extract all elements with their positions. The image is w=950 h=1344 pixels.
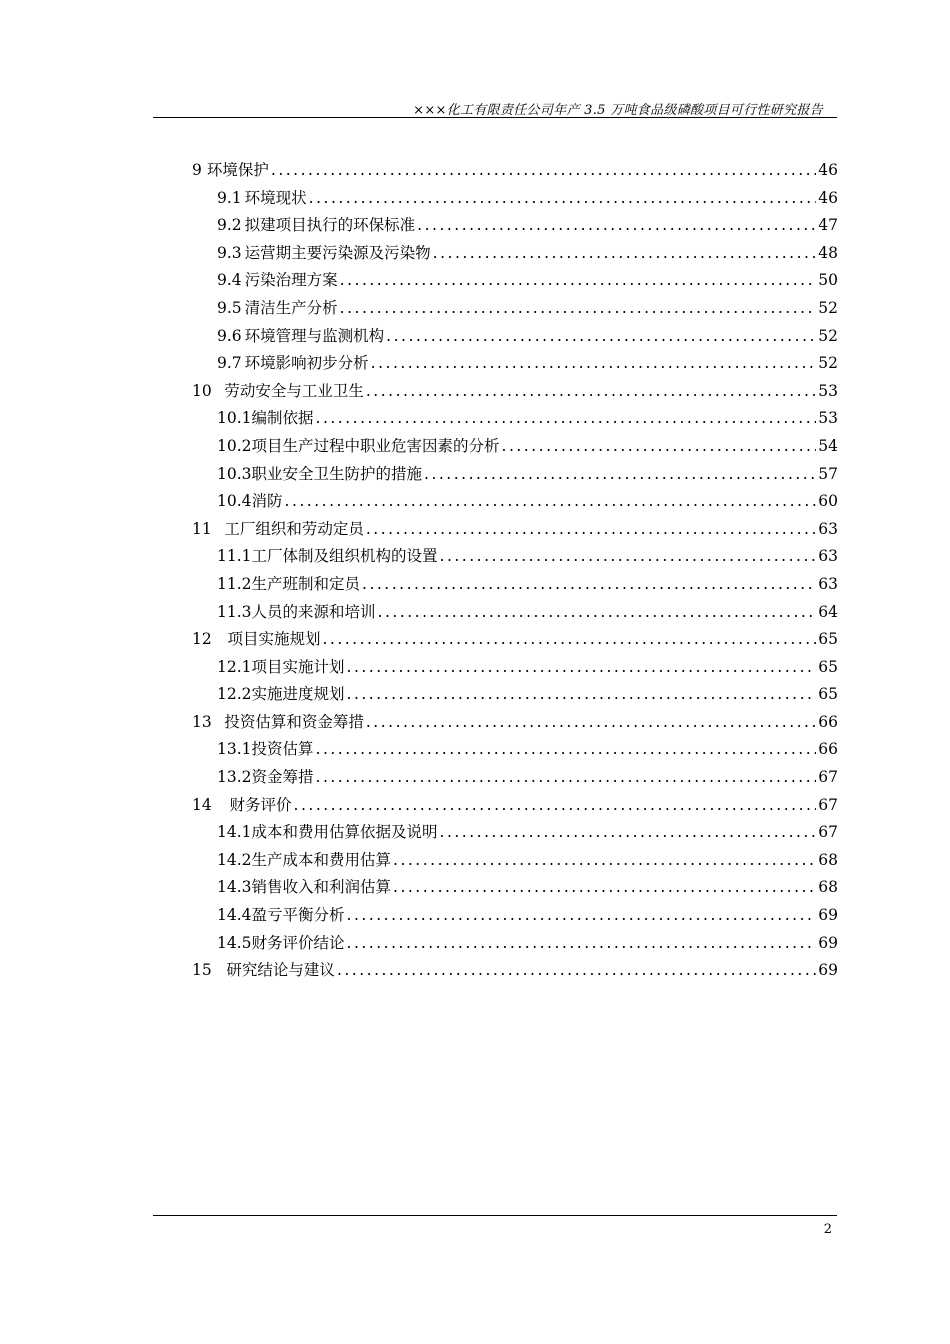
toc-entry[interactable] (192, 406, 838, 434)
toc-entry[interactable] (192, 931, 838, 959)
toc-entry-number: 10.2 (217, 436, 252, 455)
toc-entry-title: 资金筹措 (251, 768, 314, 787)
toc-leader-dots (337, 961, 816, 979)
toc-leader-dots (309, 189, 817, 207)
toc-leader-dots (340, 299, 817, 317)
footer-rule (153, 1215, 837, 1216)
toc-entry-number: 12.1 (217, 657, 252, 676)
toc-leader-dots (340, 271, 817, 289)
toc-leader-dots (347, 658, 817, 676)
toc-entry-number: 14.3 (217, 878, 252, 897)
toc-entry-title: 编制依据 (251, 409, 314, 428)
toc-entry-title: 盈亏平衡分析 (251, 906, 345, 925)
toc-entry-number: 14.2 (217, 850, 252, 869)
toc-entry-title: 投资估算 (251, 740, 314, 759)
toc-entry[interactable] (192, 710, 838, 738)
toc-leader-dots (393, 878, 816, 896)
toc-entry-number: 10.4 (217, 492, 252, 511)
toc-leader-dots (316, 409, 817, 427)
toc-entry[interactable] (192, 875, 838, 903)
toc-entry-number: 9.2 (217, 216, 242, 235)
toc-leader-dots (424, 465, 816, 483)
toc-entry-number: 11.1 (217, 547, 252, 566)
toc-leader-dots (378, 603, 817, 621)
toc-entry-page: 66 (818, 740, 838, 759)
toc-entry-page: 65 (818, 630, 838, 649)
header-rule (153, 117, 837, 118)
toc-entry[interactable] (192, 462, 838, 490)
toc-entry-number: 12 (192, 630, 212, 649)
toc-leader-dots (371, 354, 817, 372)
toc-entry-number: 9.4 (217, 271, 242, 290)
toc-entry-page: 53 (818, 409, 838, 428)
toc-entry[interactable] (192, 241, 838, 269)
toc-entry-title: 财务评价结论 (251, 933, 345, 952)
toc-entry-title: 投资估算和资金筹措 (224, 712, 364, 731)
toc-entry-page: 67 (818, 823, 838, 842)
toc-leader-dots (393, 851, 816, 869)
toc-entry-number: 15 (192, 961, 212, 980)
toc-entry-title: 职业安全卫生防护的措施 (251, 464, 423, 483)
toc-entry-number: 11 (192, 519, 212, 538)
toc-entry-title: 项目实施规划 (227, 630, 321, 649)
toc-leader-dots (322, 630, 816, 648)
toc-entry[interactable] (192, 296, 838, 324)
toc-entry-number: 13.2 (217, 768, 252, 787)
toc-entry-page: 50 (818, 271, 838, 290)
toc-entry-number: 13.1 (217, 740, 252, 759)
toc-entry-title: 消防 (251, 492, 283, 511)
toc-entry[interactable] (192, 213, 838, 241)
toc-leader-dots (417, 216, 816, 234)
toc-entry-page: 53 (818, 381, 838, 400)
toc-entry-page: 68 (818, 850, 838, 869)
toc-entry-page: 67 (818, 795, 838, 814)
toc-entry-number: 9 (192, 161, 202, 179)
toc-entry[interactable] (192, 517, 838, 545)
toc-entry-page: 65 (818, 685, 838, 704)
toc-entry[interactable] (192, 351, 838, 379)
toc-entry-number: 9.5 (217, 298, 242, 317)
toc-entry-title: 人员的来源和培训 (251, 602, 376, 621)
toc-entry[interactable] (192, 268, 838, 296)
toc-entry-title: 清洁生产分析 (244, 298, 338, 317)
toc-entry-number: 14 (192, 795, 212, 814)
toc-leader-dots (316, 740, 817, 758)
toc-entry-number: 14.5 (217, 933, 252, 952)
toc-entry-number: 9.6 (217, 326, 242, 345)
toc-entry-page: 47 (818, 216, 838, 235)
toc-entry-number: 9.1 (217, 188, 242, 207)
toc-entry-number: 10.3 (217, 464, 252, 483)
toc-leader-dots (316, 768, 817, 786)
table-of-contents (192, 158, 838, 986)
toc-entry[interactable] (192, 793, 838, 821)
toc-entry-number: 10 (192, 381, 212, 400)
toc-entry[interactable] (192, 903, 838, 931)
toc-entry-title: 运营期主要污染源及污染物 (244, 243, 431, 262)
toc-entry-page: 52 (818, 354, 838, 373)
toc-leader-dots (362, 575, 816, 593)
toc-entry[interactable] (192, 324, 838, 352)
toc-entry-page: 48 (818, 243, 838, 262)
toc-entry-title: 销售收入和利润估算 (251, 878, 392, 897)
toc-entry-page: 57 (818, 464, 838, 483)
toc-entry-page: 46 (818, 161, 838, 179)
toc-entry[interactable] (192, 600, 838, 628)
toc-entry[interactable] (192, 627, 838, 655)
toc-entry-number: 12.2 (217, 685, 252, 704)
toc-entry[interactable] (192, 765, 838, 793)
toc-entry-number: 14.1 (217, 823, 252, 842)
toc-entry-title: 项目生产过程中职业危害因素的分析 (251, 436, 500, 455)
toc-entry-page: 65 (818, 657, 838, 676)
toc-entry-page: 69 (818, 906, 838, 925)
toc-entry-title: 实施进度规划 (251, 685, 345, 704)
toc-entry-title: 环境现状 (244, 188, 307, 207)
toc-entry-page: 63 (818, 519, 838, 538)
toc-leader-dots (347, 934, 817, 952)
toc-entry-page: 52 (818, 298, 838, 317)
toc-entry-page: 63 (818, 547, 838, 566)
toc-leader-dots (366, 713, 816, 731)
toc-entry-number: 13 (192, 712, 212, 731)
toc-leader-dots (433, 244, 817, 262)
toc-entry[interactable] (192, 737, 838, 765)
toc-entry-number: 9.3 (217, 243, 242, 262)
toc-entry[interactable] (192, 186, 838, 214)
toc-leader-dots (366, 520, 816, 538)
toc-leader-dots (271, 161, 816, 179)
toc-leader-dots (502, 437, 817, 455)
toc-leader-dots (294, 796, 817, 814)
toc-entry-page: 69 (818, 961, 838, 980)
toc-entry-title: 环境影响初步分析 (244, 354, 369, 373)
toc-leader-dots (386, 327, 816, 345)
document-header-title: ×××化工有限责任公司年产 3.5 万吨食品级磷酸项目可行性研究报告 (413, 103, 823, 118)
toc-entry[interactable] (192, 544, 838, 572)
toc-entry-page: 60 (818, 492, 838, 511)
toc-entry[interactable] (192, 158, 838, 186)
toc-entry-title: 环境管理与监测机构 (244, 326, 385, 345)
toc-entry-page: 66 (818, 712, 838, 731)
toc-leader-dots (347, 906, 817, 924)
toc-entry-page: 63 (818, 574, 838, 593)
toc-entry[interactable] (192, 848, 838, 876)
toc-entry-title: 工厂组织和劳动定员 (224, 519, 364, 538)
toc-entry-title: 研究结论与建议 (226, 961, 335, 980)
toc-entry[interactable] (192, 958, 838, 986)
toc-leader-dots (347, 685, 817, 703)
toc-entry[interactable] (192, 572, 838, 600)
toc-entry-page: 69 (818, 933, 838, 952)
toc-entry[interactable] (192, 489, 838, 517)
toc-entry[interactable] (192, 655, 838, 683)
toc-entry-page: 67 (818, 768, 838, 787)
toc-entry-title: 财务评价 (229, 795, 292, 814)
toc-entry-page: 54 (818, 436, 838, 455)
toc-leader-dots (440, 823, 817, 841)
toc-leader-dots (440, 547, 817, 565)
toc-entry-title: 生产班制和定员 (251, 574, 361, 593)
toc-entry-title: 成本和费用估算依据及说明 (251, 823, 438, 842)
toc-entry-page: 46 (818, 188, 838, 207)
page-number: 2 (823, 1222, 832, 1237)
toc-entry-title: 劳动安全与工业卫生 (224, 381, 364, 400)
toc-entry-title: 项目实施计划 (251, 657, 345, 676)
toc-entry[interactable] (192, 434, 838, 462)
toc-entry-page: 64 (818, 602, 838, 621)
toc-entry-title: 拟建项目执行的环保标准 (244, 216, 416, 235)
toc-entry[interactable] (192, 820, 838, 848)
toc-entry-title: 环境保护 (206, 161, 269, 179)
toc-entry-number: 11.3 (217, 602, 252, 621)
toc-entry-number: 10.1 (217, 409, 252, 428)
toc-leader-dots (366, 382, 816, 400)
toc-entry-title: 工厂体制及组织机构的设置 (251, 547, 438, 566)
toc-entry[interactable] (192, 682, 838, 710)
toc-entry-title: 污染治理方案 (244, 271, 338, 290)
toc-entry-number: 9.7 (217, 354, 242, 373)
toc-entry-page: 68 (818, 878, 838, 897)
toc-entry-title: 生产成本和费用估算 (251, 850, 392, 869)
toc-leader-dots (285, 492, 817, 510)
toc-entry-number: 11.2 (217, 574, 252, 593)
toc-entry-number: 14.4 (217, 906, 252, 925)
toc-entry-page: 52 (818, 326, 838, 345)
toc-entry[interactable] (192, 379, 838, 407)
